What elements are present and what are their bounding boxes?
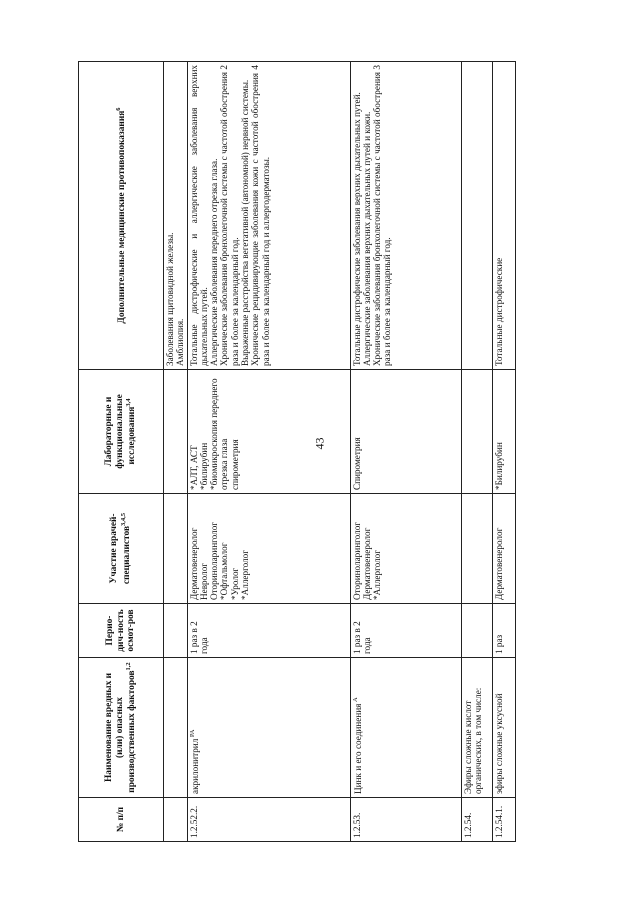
doctor-item: Оториноларинголог (351, 521, 362, 600)
header-footnote-ref: 3,4,5 (119, 512, 127, 526)
contraindication-item: Амблиопия. (175, 318, 186, 366)
doctor-item: *Аллерголог (240, 549, 251, 600)
contraindications-cell (164, 62, 188, 370)
factor-cell (350, 658, 461, 798)
contraindication-item: Тотальные дистрофические и аллергические заболевания верхних дыхательных путей. (188, 65, 209, 366)
medical-factors-table (78, 61, 516, 842)
row-number: 1.2.52.2. (187, 798, 350, 842)
doctors-cell (187, 494, 350, 604)
header-periodicity (79, 604, 164, 658)
header-text: Лабораторные и функциональные исследования (104, 394, 138, 469)
table-row (187, 62, 350, 842)
page-number: 43 (312, 437, 327, 450)
header-footnote-ref: 1,2 (125, 662, 133, 671)
doctors-cell (461, 494, 492, 604)
contraindication-item: Хронические рецидивирующие заболевания кожи с частотой обострения 4 раза и более за календарный год и аллергодерматозы. (250, 65, 271, 366)
doctors-cell (164, 494, 188, 604)
factor-name: акрилонитрил (189, 738, 200, 794)
test-item: Спирометрия (351, 437, 362, 490)
periodicity-cell: 1 раз (492, 604, 515, 658)
test-item: *Билирубин (493, 442, 504, 490)
doctor-item: *Офтальмолог (219, 542, 230, 600)
periodicity-cell: 1 раз в 2 года (187, 604, 350, 658)
contraindications-cell (492, 62, 515, 370)
periodicity-cell (164, 604, 188, 658)
contraindications-cell (461, 62, 492, 370)
row-number (164, 798, 188, 842)
contraindication-item: Тотальные дистрофические заболевания верхних дыхательных путей. (351, 92, 362, 366)
header-text: Наименование вредных и (или) опасных производственных факторов (104, 670, 138, 793)
tests-cell (492, 370, 515, 494)
factor-cell (492, 658, 515, 798)
test-item: спирометрия (229, 439, 240, 490)
factor-mark: А (351, 697, 359, 704)
periodicity-cell (461, 604, 492, 658)
contraindication-item: Тотальные дистрофические (493, 257, 504, 366)
factor-cell (164, 658, 188, 798)
doctor-item: Невролог (198, 562, 209, 600)
header-num (79, 798, 164, 842)
factor-name: Цинк и его соединения (352, 703, 363, 794)
tests-cell (187, 370, 350, 494)
contraindication-item: Выраженные расстройства вегетативной (автономной) нервной системы. (240, 79, 251, 366)
factor-mark: РА (188, 729, 196, 739)
header-doctors (79, 494, 164, 604)
factor-cell (187, 658, 350, 798)
header-contraindications (79, 62, 164, 370)
header-factor (79, 658, 164, 798)
doctor-item: Оториноларинголог (209, 521, 220, 600)
header-footnote-ref: 3,4 (125, 398, 133, 407)
header-tests (79, 370, 164, 494)
header-text: Участие врачей-специалистов (109, 513, 133, 585)
doctor-item: Дерматовенеролог (188, 527, 199, 600)
contraindications-cell (350, 62, 461, 370)
factor-name: Эфиры сложные кислот органических, в том числе: (462, 687, 483, 794)
header-text: Дополнительные медицинские противопоказания (116, 110, 127, 324)
test-item: *билирубин (198, 442, 209, 490)
row-number: 1.2.54. (461, 798, 492, 842)
contraindication-item: Хронические заболевания бронхолегочной системы с частотой обострения 3 раза и более за календарный год. (372, 65, 393, 366)
contraindication-item: Аллергические заболевания верхних дыхательных путей и кожи. (361, 111, 372, 366)
row-number: 1.2.54.1. (492, 798, 515, 842)
document-sheet (78, 62, 564, 842)
test-item: *АЛТ, АСТ (188, 445, 199, 490)
header-footnote-ref: 6 (114, 107, 122, 111)
table-row (461, 62, 492, 842)
factor-name: эфиры сложные уксусной (493, 693, 504, 794)
table-row (350, 62, 461, 842)
tests-cell (350, 370, 461, 494)
rotated-table-container (78, 62, 564, 842)
doctor-item: *Уролог (229, 567, 240, 600)
header-text: Перио-дич-ность осмот-ров (105, 609, 137, 652)
header-text: № п/п (115, 806, 126, 833)
row-number: 1.2.53. (350, 798, 461, 842)
factor-cell (461, 658, 492, 798)
doctors-cell (350, 494, 461, 604)
doctor-item: Дерматовенеролог (361, 527, 372, 600)
doctor-item: Дерматовенеролог (493, 527, 504, 600)
tests-cell (461, 370, 492, 494)
doctors-cell (492, 494, 515, 604)
table-row (164, 62, 188, 842)
table-header-row (79, 62, 164, 842)
contraindication-item: Заболевания щитовидной железы. (165, 232, 175, 366)
table-row (492, 62, 515, 842)
test-item: *биомикроскопия переднего отрезка глаза (209, 378, 230, 490)
contraindications-cell (187, 62, 350, 370)
periodicity-cell: 1 раз в 2 года (350, 604, 461, 658)
contraindication-item: Аллергические заболевания переднего отрезка глаза. (209, 158, 220, 366)
tests-cell (164, 370, 188, 494)
doctor-item: *Аллерголог (372, 549, 383, 600)
contraindication-item: Хронические заболевания бронхолегочной системы с частотой обострения 2 раза и более за календарный год. (219, 65, 240, 366)
